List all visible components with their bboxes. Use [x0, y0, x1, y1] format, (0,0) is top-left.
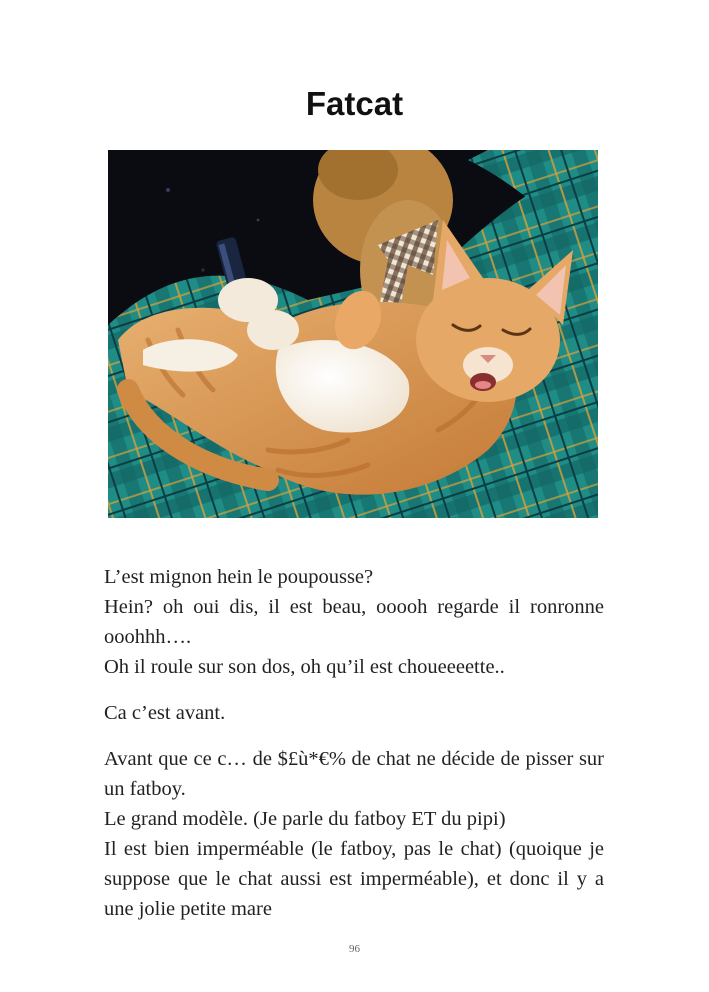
paragraph-line: Avant que ce c… de $£ù*€% de chat ne décide de pisser sur un fatboy.: [104, 748, 604, 800]
paragraph-2: [104, 698, 604, 728]
paragraph-line: Ca c’est avant.: [104, 702, 226, 724]
paragraph-line: Il est bien imperméable (le fatboy, pas le chat) (quoique je suppose que le chat aussi est imperméable), et donc il y a une jolie petite mare: [104, 838, 604, 920]
paragraph-line: Oh il roule sur son dos, oh qu’il est choueeeette..: [104, 656, 505, 678]
page-title: Fatcat: [305, 85, 404, 122]
body-text: [104, 562, 604, 924]
paragraph-line: Hein? oh oui dis, il est beau, ooooh regarde il ronronne ooohhh….: [104, 596, 604, 648]
paragraph-1: [104, 562, 604, 682]
paragraph-line: L’est mignon hein le poupousse?: [104, 566, 374, 588]
page-number: 96: [349, 943, 360, 955]
kitten-photo: [108, 150, 598, 518]
paragraph-3: [104, 744, 604, 924]
paragraph-line: Le grand modèle. (Je parle du fatboy ET du pipi): [104, 808, 506, 830]
